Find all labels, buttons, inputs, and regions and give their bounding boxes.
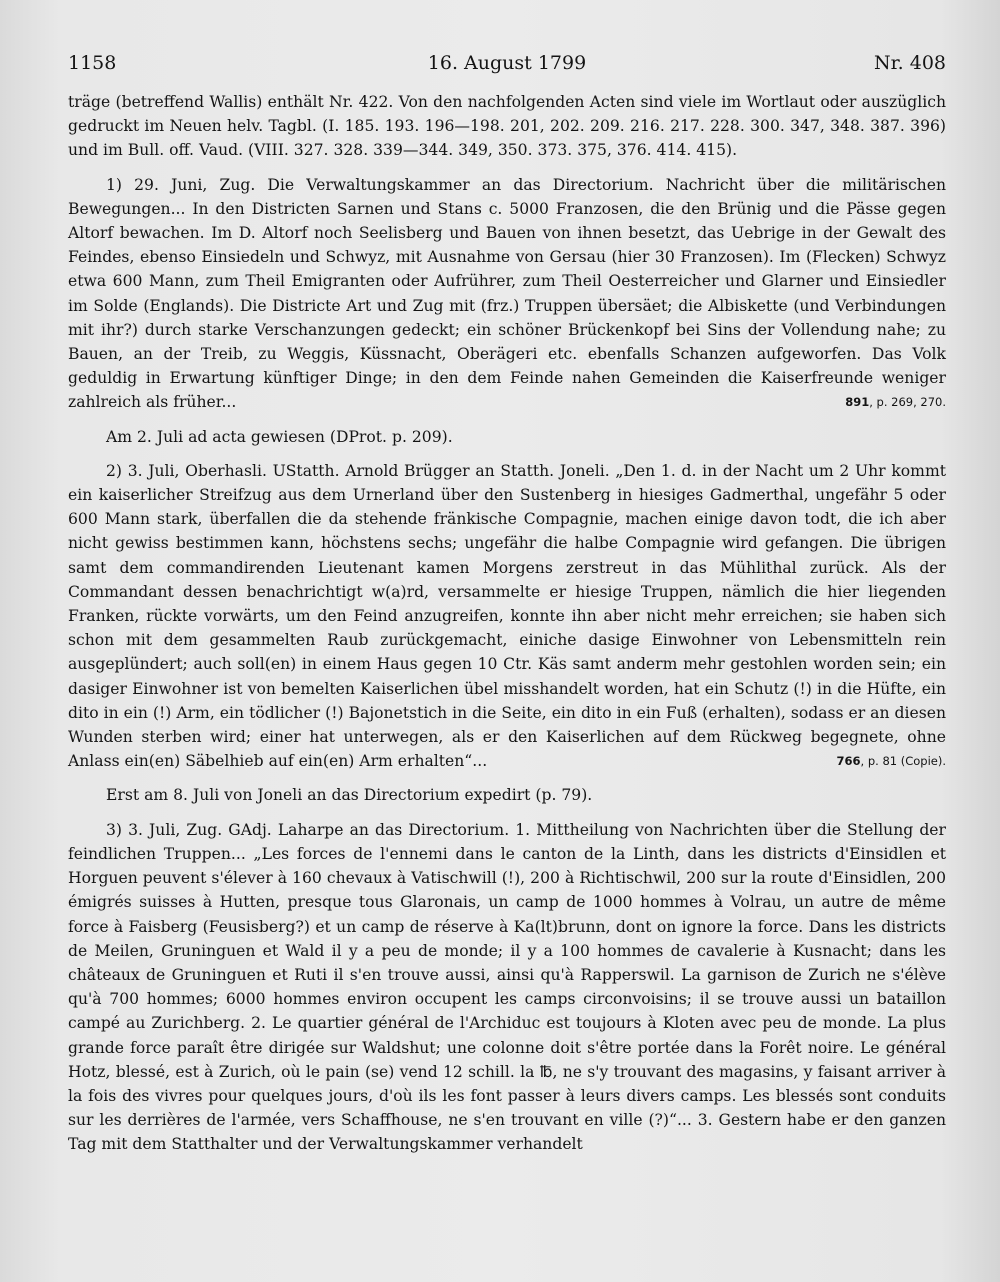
document-number: Nr. 408 [874, 52, 946, 74]
item-2-reference-pages: , p. 81 (Copie). [860, 754, 946, 769]
item-2-paragraph [68, 459, 946, 774]
item-2-reference [799, 749, 947, 773]
item-1-text: 1) 29. Juni, Zug. Die Verwaltungskammer an das Directorium. Nachricht über die militärischen Bewegungen... In den Districten Sarnen und Stans c. 5000 Franzosen, die den Brünig und die Pässe gegen Altorf bewachen. Im D. Altorf noch Seelisberg und Bauen von ihnen besetzt, das Uebrige in der Gewalt des Feindes, ebenso Einsiedeln und Schwyz, mit Ausnahme von Gersau (hier 30 Franzosen). Im (Flecken) Schwyz etwa 600 Mann, zum Theil Emigranten oder Aufrührer, zum Theil Oesterreicher und Glarner und Einsiedler im Solde (Englands). Die Districte Art und Zug mit (frz.) Truppen übersäet; die Albiskette (und Verbindungen mit ihr?) durch starke Verschanzungen gedeckt; ein schöner Brückenkopf bei Sins der Vollendung nahe; zu Bauen, an der Treib, zu Weggis, Küssnacht, Oberägeri etc. ebenfalls Schanzen aufgeworfen. Das Volk geduldig in Erwartung künftiger Dinge; in den dem Feinde nahen Gemeinden die Kaiserfreunde weniger zahlreich als früher... [68, 175, 946, 412]
item-3-paragraph: 3) 3. Juli, Zug. GAdj. Laharpe an das Directorium. 1. Mittheilung von Nachrichten über die Stellung der feindlichen Truppen... „Les forces de l'ennemi dans le canton de la Linth, dans les districts d'Einsidlen et Horguen peuvent s'élever à 160 chevaux à Vatischwill (!), 200 à Richtischwil, 200 sur la route d'Einsidlen, 200 émigrés suisses à Hutten, presque tous Glaronais, un camp de 1000 hommes à Volrau, un autre de même force à Faisberg (Feusisberg?) et un camp de réserve à Ka(lt)brunn, dont on ignore la force. Dans les districts de Meilen, Gruninguen et Wald il y a peu de monde; il y a 100 hommes de cavalerie à Kusnacht; dans les châteaux de Gruninguen et Ruti il s'en trouve aussi, ainsi qu'à Rapperswil. La garnison de Zurich ne s'élève qu'à 700 hommes; 6000 hommes environ occupent les camps circonvoisins; il se trouve aussi un bataillon campé au Zurichberg. 2. Le quartier général de l'Archiduc est toujours à Kloten avec peu de monde. La plus grande force paraît être dirigée sur Waldshut; une colonne doit s'être portée dans la Forêt noire. Le général Hotz, blessé, est à Zurich, où le pain (se) vend 12 schill. la ℔, ne s'y trouvant des magasins, y faisant arriver à la fois des vivres pour quelques jours, d'où ils les font passer à leurs divers camps. Les blessés sont conduits sur les derrières de l'armée, vers Schaffhouse, ne s'en trouvant en ville (?)“... 3. Gestern habe er den ganzen Tag mit dem Statthalter und der Verwaltungskammer verhandelt [68, 820, 946, 1154]
page-body [68, 90, 946, 1157]
note-1-paragraph: Am 2. Juli ad acta gewiesen (DProt. p. 209). [106, 427, 453, 446]
item-1-paragraph [68, 173, 946, 415]
item-2-text: 2) 3. Juli, Oberhasli. UStatth. Arnold Brügger an Statth. Joneli. „Den 1. d. in der Nacht um 2 Uhr kommt ein kaiserlicher Streifzug aus dem Urnerland über den Sustenberg in hiesiges Gadmerthal, ungefähr 5 oder 600 Mann stark, überfallen die da stehende fränkische Compagnie, machen einige davon todt, die ich aber nicht gewiss bestimmen kann, höchstens sechs; ungefähr die halbe Compagnie wird gefangen. Die übrigen samt dem commandirenden Lieutenant kamen Morgens zerstreut in das Mühlithal zurück. Als der Commandant dessen benachrichtigt w(a)rd, versammelte er hiesige Truppen, nämlich die hier liegenden Franken, rückte vorwärts, um den Feind anzugreifen, konnte ihn aber nicht mehr erreichen; sie haben sich schon mit dem gesammelten Raub zurückgemacht, einiche dasige Einwohner von Lebensmitteln rein ausgeplündert; auch soll(en) in einem Haus gegen 10 Ctr. Käs samt anderm mehr gestohlen worden sein; ein dasiger Einwohner ist von bemelten Kaiserlichen übel misshandelt worden, hat ein Schutz (!) in die Hüfte, ein dito in ein (!) Arm, ein tödlicher (!) Bajonetstich in die Seite, ein dito in ein Fuß (erhalten), sodass er an diesen Wunden sterben wird; einer hat unterwegen, als er den Kaiserlichen auf dem Rückweg begegnete, ohne Anlass ein(en) Säbelhieb auf ein(en) Arm erhalten“... [68, 461, 946, 771]
page-number: 1158 [68, 52, 117, 74]
item-1-reference [807, 390, 946, 414]
item-1-reference-pages: , p. 269, 270. [869, 395, 946, 410]
intro-paragraph: träge (betreffend Wallis) enthält Nr. 422. Von den nachfolgenden Acten sind viele im Wortlaut oder auszüglich gedruckt im Neuen helv. Tagbl. (I. 185. 193. 196—198. 201, 202. 209. 216. 217. 228. 300. 347, 348. 387. 396) und im Bull. off. Vaud. (VIII. 327. 328. 339—344. 349, 350. 373. 375, 376. 414. 415). [68, 93, 946, 160]
page-header [68, 52, 946, 86]
note-2-paragraph: Erst am 8. Juli von Joneli an das Directorium expedirt (p. 79). [106, 786, 593, 805]
header-date: 16. August 1799 [427, 52, 587, 74]
item-2-reference-number: 766 [836, 754, 861, 769]
item-1-reference-number: 891 [845, 395, 870, 410]
